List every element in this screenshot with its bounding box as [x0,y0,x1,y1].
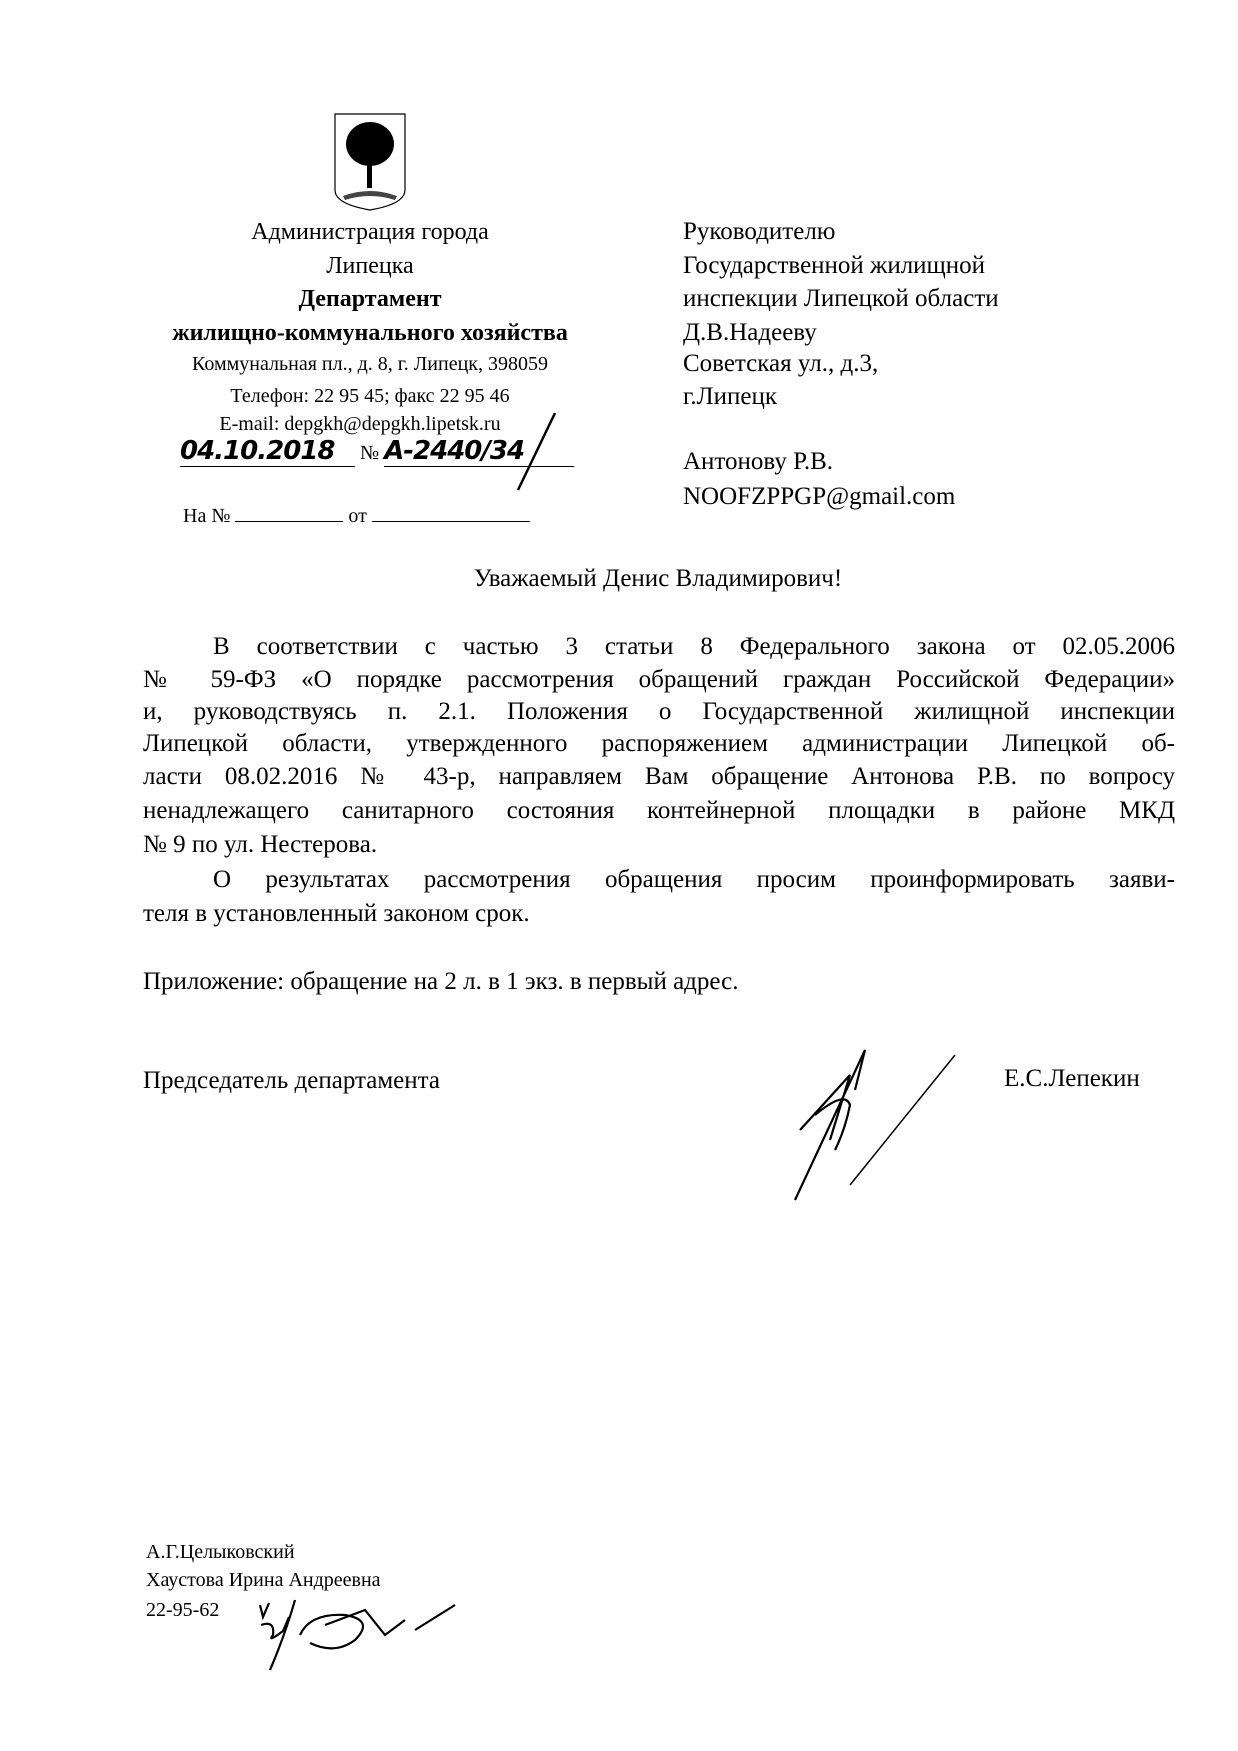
executor-line-2: Хаустова Ирина Андреевна [146,1569,381,1591]
sender-line-1: Администрация города [251,219,489,245]
recipient-address: Советская ул., д.3, [683,350,879,377]
initials-signature [255,1595,465,1675]
signatory-position: Председатель департамента [143,1067,440,1094]
reply-number-label: На № [183,505,231,527]
body-line: № 59-ФЗ «О порядке рассмотрения обращений граждан Российской Федерации» [143,666,1175,693]
department-title: Департамент [298,286,442,312]
handwritten-number: А-2440/34 [384,436,574,467]
body-line: и, руководствуясь п. 2.1. Положения о Государственной жилищной инспекции [143,698,1175,725]
body-line: № 9 по ул. Нестерова. [143,831,378,858]
recipient-line-2: Государственной жилищной [683,252,986,279]
body-line: О результатах рассмотрения обращения просим проинформировать заяви- [213,866,1175,893]
body-line: В соответствии с частью 3 статьи 8 Федерального закона от 02.05.2006 [213,633,1175,660]
number-label: № [360,442,380,464]
executor-phone: 22-95-62 [146,1599,220,1621]
department-subtitle: жилищно-коммунального хозяйства [172,320,568,346]
body-line: теля в установленный законом срок. [143,900,530,927]
body-line: ненадлежащего санитарного состояния контейнерной площадки в районе МКД [143,797,1175,824]
recipient-line-3: инспекции Липецкой области [683,285,999,312]
signatory-name: Е.С.Лепекин [1004,1065,1140,1092]
coat-of-arms-logo [333,112,407,212]
sender-phone: Телефон: 22 95 45; факс 22 95 46 [230,385,510,407]
greeting: Уважаемый Денис Владимирович! [473,565,843,592]
body-line: Липецкой области, утвержденного распоряжением администрации Липецкой об- [143,730,1175,757]
reply-date-blank [372,503,530,522]
body-line: ласти 08.02.2016 № 43-р, направляем Вам обращение Антонова Р.В. по вопросу [143,763,1175,790]
number-slash-stroke [510,410,560,495]
copy-recipient-name: Антонову Р.В. [683,448,834,475]
handwritten-date: 04.10.2018 [180,436,355,467]
sender-line-2: Липецка [326,253,414,279]
sender-address: Коммунальная пл., д. 8, г. Липецк, 398059 [192,353,548,375]
executor-line-1: А.Г.Целыковский [146,1541,295,1563]
recipient-name: Д.В.Надееву [683,319,817,346]
signature [790,1030,965,1205]
recipient-city: г.Липецк [683,383,778,410]
reply-from-label: от [348,505,367,527]
attachment-note: Приложение: обращение на 2 л. в 1 экз. в первый адрес. [143,968,739,995]
reply-number-blank [235,503,343,522]
sender-email: E-mail: depgkh@depgkh.lipetsk.ru [219,413,501,435]
copy-recipient-email: NOOFZPPGP@gmail.com [683,483,956,510]
recipient-line-1: Руководителю [683,218,836,245]
reply-reference-line [183,503,530,528]
